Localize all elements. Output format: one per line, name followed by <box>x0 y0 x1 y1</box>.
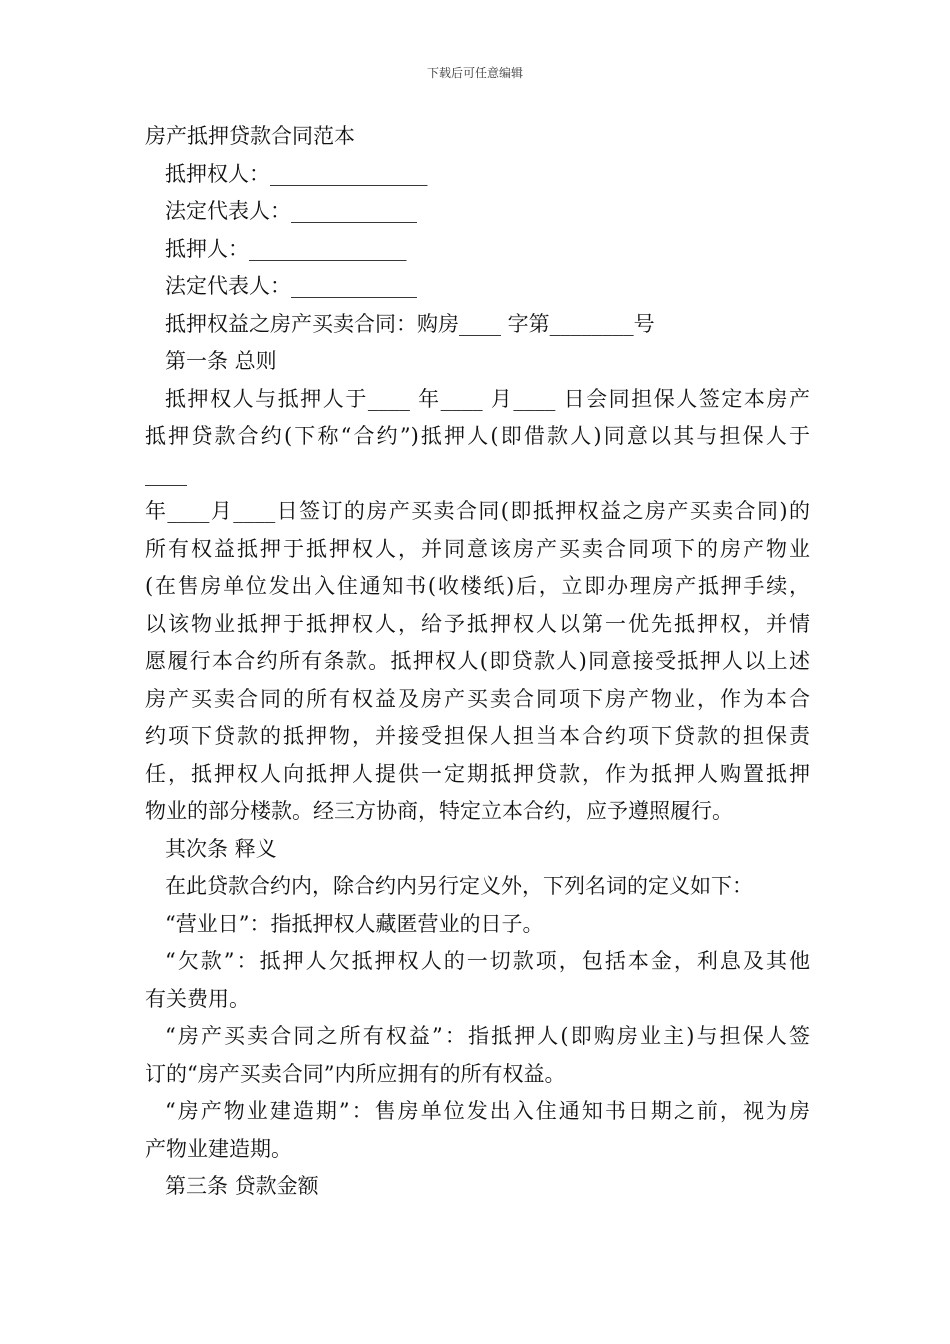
document-line: 抵押权人：_______________ <box>165 161 428 186</box>
document-line: 其次条 释义 <box>165 836 277 861</box>
document-line: 抵押权人与抵押人于____ 年____ 月____ 日会同担保人签定本房产 <box>165 386 810 411</box>
document-line: 任，抵押权人向抵押人提供一定期抵押贷款，作为抵押人购置抵押 <box>145 761 810 786</box>
document-line: 第三条 贷款金额 <box>165 1174 319 1198</box>
document-line: 年____月____日签订的房产买卖合同(即抵押权益之房产买卖合同)的 <box>145 499 810 523</box>
document-line: “营业日”：指抵押权人藏匿营业的日子。 <box>165 911 544 936</box>
document-line: 有关费用。 <box>145 986 250 1011</box>
document-line: “房产买卖合同之所有权益”：指抵押人(即购房业主)与担保人签 <box>165 1024 810 1048</box>
document-line: (在售房单位发出入住通知书(收楼纸)后，立即办理房产抵押手续， <box>145 574 810 598</box>
document-line: 法定代表人：____________ <box>165 274 417 298</box>
document-line: 在此贷款合约内，除合约内另行定义外，下列名词的定义如下： <box>165 874 753 898</box>
document-line: 法定代表人：____________ <box>165 199 417 223</box>
document-line: 房产买卖合同的所有权益及房产买卖合同项下房产物业，作为本合 <box>145 686 810 711</box>
document-line: 房产抵押贷款合同范本 <box>145 124 355 148</box>
document-line: ____ <box>145 461 187 486</box>
document-line: 物业的部分楼款。经三方协商，特定立本合约，应予遵照履行。 <box>145 799 733 823</box>
document-line: 抵押贷款合约(下称“合约”)抵押人(即借款人)同意以其与担保人于 <box>145 424 810 448</box>
document-line: 订的“房产买卖合同”内所应拥有的所有权益。 <box>145 1061 566 1086</box>
document-body <box>145 118 810 1206</box>
document-line: 约项下贷款的抵押物，并接受担保人担当本合约项下贷款的担保责 <box>145 724 810 748</box>
document-line: 抵押人：_______________ <box>165 236 407 261</box>
document-line: 产物业建造期。 <box>145 1136 292 1161</box>
page-header: 下载后可任意编辑 <box>426 66 523 80</box>
document-line: 愿履行本合约所有条款。抵押权人(即贷款人)同意接受抵押人以上述 <box>145 649 810 673</box>
document-line: 所有权益抵押于抵押权人，并同意该房产买卖合同项下的房产物业 <box>145 536 810 561</box>
document-line: “房产物业建造期”：售房单位发出入住通知书日期之前，视为房 <box>165 1099 810 1123</box>
document-line: “欠款”：抵押人欠抵押权人的一切款项，包括本金，利息及其他 <box>165 949 810 973</box>
document-line: 抵押权益之房产买卖合同：购房____ 字第________号 <box>165 311 655 336</box>
document-line: 以该物业抵押于抵押权人，给予抵押权人以第一优先抵押权，并情 <box>145 611 810 636</box>
document-line: 第一条 总则 <box>165 349 277 373</box>
